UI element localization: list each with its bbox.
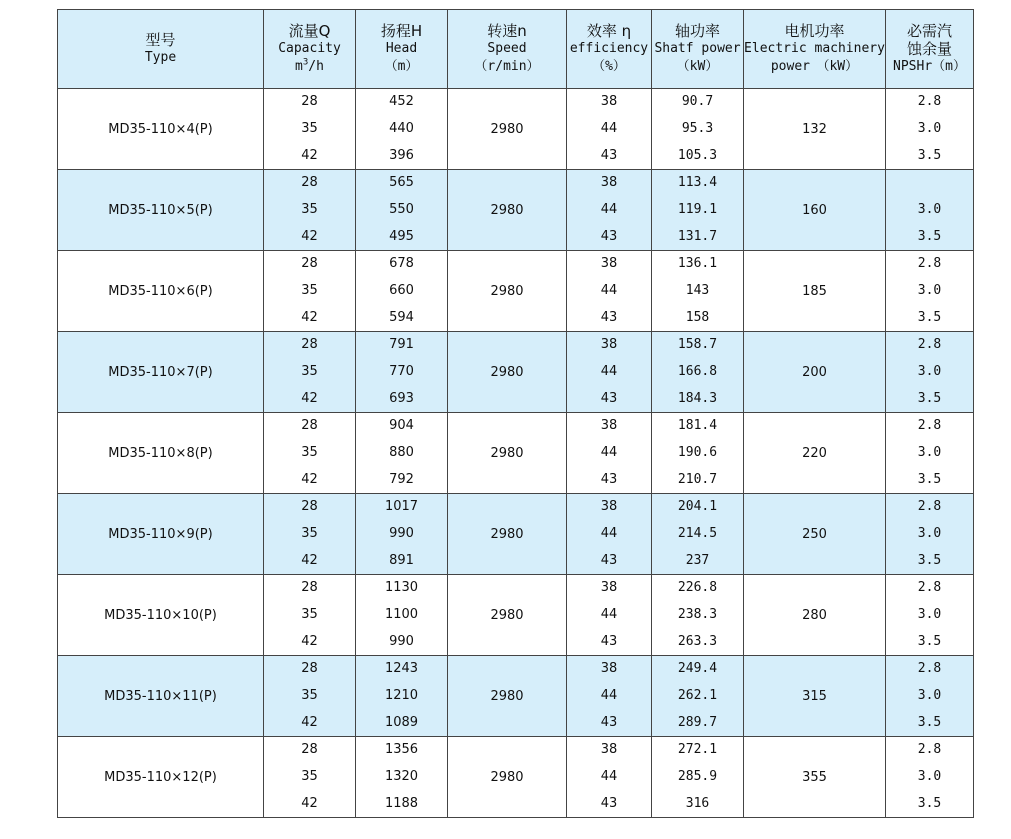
cell-motor-power: 132 xyxy=(744,89,886,170)
cell-type: MD35-110×6(P) xyxy=(58,251,264,332)
cell-value: 105.3 xyxy=(677,148,718,163)
cell-type: MD35-110×11(P) xyxy=(58,656,264,737)
cell-value: 42 xyxy=(301,796,318,811)
cell-value: 452 xyxy=(389,94,414,109)
cell-value: 3.0 xyxy=(917,202,942,217)
cell-npsh xyxy=(886,737,974,818)
cell-motor-power: 250 xyxy=(744,494,886,575)
header-head: 扬程H Head （m） xyxy=(356,10,448,89)
cell-npsh xyxy=(886,251,974,332)
cell-value: 38 xyxy=(600,418,618,433)
header-npsh: 必需汽 蚀余量 NPSHr（m） xyxy=(886,10,974,89)
cell-value: 35 xyxy=(301,769,318,784)
cell-speed: 2980 xyxy=(448,89,567,170)
header-efficiency: 效率 η efficiency （%） xyxy=(567,10,652,89)
header-type: 型号 Type xyxy=(58,10,264,89)
cell-value: 42 xyxy=(301,391,318,406)
pump-spec-table xyxy=(57,9,974,818)
cell-type: MD35-110×8(P) xyxy=(58,413,264,494)
cell-value: 3.0 xyxy=(917,769,942,784)
cell-value: 249.4 xyxy=(677,661,718,676)
cell-value: 35 xyxy=(301,364,318,379)
cell-value: 2.8 xyxy=(917,742,942,757)
table-row xyxy=(58,251,974,332)
cell-value: 43 xyxy=(600,148,618,163)
cell-value: 3.0 xyxy=(917,607,942,622)
cell-value: 2.8 xyxy=(917,499,942,514)
cell-efficiency xyxy=(567,89,652,170)
cell-npsh xyxy=(886,413,974,494)
cell-value: 2.8 xyxy=(917,94,942,109)
table-row xyxy=(58,575,974,656)
cell-value: 119.1 xyxy=(677,202,718,217)
cell-value: 791 xyxy=(389,337,414,352)
cell-value: 3.5 xyxy=(917,472,942,487)
cell-value: 44 xyxy=(600,283,618,298)
cell-value: 35 xyxy=(301,688,318,703)
table-row xyxy=(58,170,974,251)
cell-efficiency xyxy=(567,656,652,737)
cell-value: 990 xyxy=(389,526,414,541)
cell-value xyxy=(886,172,973,194)
header-motor-power: 电机功率 Electric machinery power （kW） xyxy=(744,10,886,89)
cell-type: MD35-110×9(P) xyxy=(58,494,264,575)
cell-value: 28 xyxy=(301,661,318,676)
cell-value: 214.5 xyxy=(677,526,718,541)
cell-value: 1320 xyxy=(384,769,419,784)
cell-value: 396 xyxy=(389,148,414,163)
cell-value: 550 xyxy=(389,202,414,217)
cell-value: 38 xyxy=(600,499,618,514)
cell-value: 43 xyxy=(600,715,618,730)
cell-motor-power: 160 xyxy=(744,170,886,251)
cell-value: 44 xyxy=(600,607,618,622)
cell-value: 35 xyxy=(301,202,318,217)
cell-capacity xyxy=(264,413,356,494)
cell-efficiency xyxy=(567,737,652,818)
cell-value: 42 xyxy=(301,148,318,163)
cell-value: 3.5 xyxy=(917,553,942,568)
cell-type: MD35-110×10(P) xyxy=(58,575,264,656)
cell-value: 44 xyxy=(600,121,618,136)
cell-capacity xyxy=(264,656,356,737)
cell-value: 35 xyxy=(301,121,318,136)
cell-value: 42 xyxy=(301,715,318,730)
header-speed: 转速n Speed （r/min） xyxy=(448,10,567,89)
cell-efficiency xyxy=(567,332,652,413)
cell-value: 42 xyxy=(301,634,318,649)
cell-value: 43 xyxy=(600,472,618,487)
cell-value: 28 xyxy=(301,742,318,757)
cell-capacity xyxy=(264,737,356,818)
cell-value: 42 xyxy=(301,553,318,568)
cell-value: 285.9 xyxy=(677,769,718,784)
cell-head xyxy=(356,656,448,737)
table-row xyxy=(58,494,974,575)
cell-speed: 2980 xyxy=(448,575,567,656)
cell-value: 495 xyxy=(389,229,414,244)
cell-value: 181.4 xyxy=(677,418,718,433)
cell-value: 44 xyxy=(600,202,618,217)
cell-value: 2.8 xyxy=(917,661,942,676)
cell-motor-power: 200 xyxy=(744,332,886,413)
cell-shaft-power xyxy=(652,575,744,656)
cell-value: 263.3 xyxy=(677,634,718,649)
cell-type: MD35-110×5(P) xyxy=(58,170,264,251)
cell-value: 44 xyxy=(600,688,618,703)
cell-value: 880 xyxy=(389,445,414,460)
cell-value: 35 xyxy=(301,283,318,298)
cell-value: 2.8 xyxy=(917,256,942,271)
cell-value: 44 xyxy=(600,526,618,541)
cell-speed: 2980 xyxy=(448,332,567,413)
cell-value: 38 xyxy=(600,580,618,595)
table-row xyxy=(58,413,974,494)
cell-shaft-power xyxy=(652,251,744,332)
cell-value: 226.8 xyxy=(677,580,718,595)
cell-value: 238.3 xyxy=(677,607,718,622)
cell-value: 2.8 xyxy=(917,418,942,433)
cell-speed: 2980 xyxy=(448,413,567,494)
cell-value: 316 xyxy=(685,796,710,811)
cell-shaft-power xyxy=(652,170,744,251)
cell-value: 35 xyxy=(301,526,318,541)
cell-value: 38 xyxy=(600,661,618,676)
cell-value: 3.5 xyxy=(917,229,942,244)
cell-shaft-power xyxy=(652,89,744,170)
cell-capacity xyxy=(264,251,356,332)
cell-npsh xyxy=(886,89,974,170)
cell-value: 184.3 xyxy=(677,391,718,406)
cell-value: 904 xyxy=(389,418,414,433)
cell-value: 3.5 xyxy=(917,796,942,811)
cell-efficiency xyxy=(567,251,652,332)
cell-capacity xyxy=(264,170,356,251)
cell-value: 990 xyxy=(389,634,414,649)
cell-value: 3.0 xyxy=(917,688,942,703)
cell-value: 143 xyxy=(685,283,710,298)
cell-value: 158.7 xyxy=(677,337,718,352)
cell-value: 3.0 xyxy=(917,283,942,298)
cell-value: 3.5 xyxy=(917,148,942,163)
cell-shaft-power xyxy=(652,494,744,575)
cell-value: 693 xyxy=(389,391,414,406)
cell-value: 237 xyxy=(685,553,710,568)
cell-value: 190.6 xyxy=(677,445,718,460)
cell-motor-power: 185 xyxy=(744,251,886,332)
cell-efficiency xyxy=(567,494,652,575)
cell-value: 3.5 xyxy=(917,310,942,325)
cell-value: 204.1 xyxy=(677,499,718,514)
cell-value: 1100 xyxy=(384,607,419,622)
table-row xyxy=(58,656,974,737)
cell-head xyxy=(356,737,448,818)
cell-motor-power: 280 xyxy=(744,575,886,656)
cell-value: 678 xyxy=(389,256,414,271)
cell-head xyxy=(356,251,448,332)
cell-value: 28 xyxy=(301,94,318,109)
table-row xyxy=(58,737,974,818)
cell-capacity xyxy=(264,89,356,170)
cell-value: 28 xyxy=(301,499,318,514)
cell-value: 3.0 xyxy=(917,445,942,460)
cell-value: 43 xyxy=(600,796,618,811)
cell-value: 43 xyxy=(600,391,618,406)
cell-value: 38 xyxy=(600,256,618,271)
cell-value: 90.7 xyxy=(681,94,714,109)
cell-npsh xyxy=(886,170,974,251)
cell-type: MD35-110×4(P) xyxy=(58,89,264,170)
cell-value: 28 xyxy=(301,256,318,271)
cell-efficiency xyxy=(567,413,652,494)
cell-value: 770 xyxy=(389,364,414,379)
cell-value: 43 xyxy=(600,229,618,244)
cell-head xyxy=(356,575,448,656)
cell-motor-power: 355 xyxy=(744,737,886,818)
cell-value: 440 xyxy=(389,121,414,136)
cell-head xyxy=(356,89,448,170)
cell-value: 3.5 xyxy=(917,634,942,649)
cell-motor-power: 315 xyxy=(744,656,886,737)
table-row xyxy=(58,89,974,170)
cell-value: 42 xyxy=(301,472,318,487)
cell-value: 44 xyxy=(600,769,618,784)
cell-shaft-power xyxy=(652,413,744,494)
cell-speed: 2980 xyxy=(448,170,567,251)
cell-efficiency xyxy=(567,170,652,251)
cell-value: 42 xyxy=(301,229,318,244)
cell-value: 1356 xyxy=(384,742,419,757)
cell-npsh xyxy=(886,332,974,413)
cell-value: 136.1 xyxy=(677,256,718,271)
cell-value: 95.3 xyxy=(681,121,714,136)
cell-value: 43 xyxy=(600,310,618,325)
cell-head xyxy=(356,332,448,413)
cell-type: MD35-110×7(P) xyxy=(58,332,264,413)
cell-efficiency xyxy=(567,575,652,656)
cell-value: 158 xyxy=(685,310,710,325)
cell-value: 3.0 xyxy=(917,526,942,541)
cell-value: 28 xyxy=(301,337,318,352)
cell-value: 792 xyxy=(389,472,414,487)
cell-value: 28 xyxy=(301,175,318,190)
cell-value: 1188 xyxy=(384,796,419,811)
header-capacity: 流量Q Capacity $m^3/h$ xyxy=(264,10,356,89)
cell-shaft-power xyxy=(652,737,744,818)
cell-value: 3.0 xyxy=(917,364,942,379)
cell-value: 262.1 xyxy=(677,688,718,703)
cell-head xyxy=(356,494,448,575)
cell-value: 35 xyxy=(301,445,318,460)
cell-value: 43 xyxy=(600,553,618,568)
cell-value: 1243 xyxy=(384,661,419,676)
cell-value: 272.1 xyxy=(677,742,718,757)
cell-capacity xyxy=(264,575,356,656)
cell-value: 38 xyxy=(600,175,618,190)
cell-value: 38 xyxy=(600,742,618,757)
cell-value: 28 xyxy=(301,580,318,595)
cell-value: 3.0 xyxy=(917,121,942,136)
cell-capacity xyxy=(264,494,356,575)
table-row xyxy=(58,332,974,413)
cell-shaft-power xyxy=(652,656,744,737)
cell-value: 113.4 xyxy=(677,175,718,190)
cell-value: 1210 xyxy=(384,688,419,703)
cell-value: 2.8 xyxy=(917,580,942,595)
cell-value: 35 xyxy=(301,607,318,622)
cell-value: 289.7 xyxy=(677,715,718,730)
cell-speed: 2980 xyxy=(448,737,567,818)
cell-value: 28 xyxy=(301,418,318,433)
cell-npsh xyxy=(886,575,974,656)
cell-value: 3.5 xyxy=(917,715,942,730)
cell-shaft-power xyxy=(652,332,744,413)
header-row xyxy=(58,10,974,89)
cell-npsh xyxy=(886,494,974,575)
cell-value: 1130 xyxy=(384,580,419,595)
cell-value: 210.7 xyxy=(677,472,718,487)
cell-value: 166.8 xyxy=(677,364,718,379)
cell-value: 44 xyxy=(600,364,618,379)
cell-value: 44 xyxy=(600,445,618,460)
cell-value: 1089 xyxy=(384,715,419,730)
cell-value: 42 xyxy=(301,310,318,325)
cell-motor-power: 220 xyxy=(744,413,886,494)
cell-value: 43 xyxy=(600,634,618,649)
cell-value: 2.8 xyxy=(917,337,942,352)
cell-value: 3.5 xyxy=(917,391,942,406)
cell-head xyxy=(356,413,448,494)
cell-npsh xyxy=(886,656,974,737)
header-shaft-power: 轴功率 Shatf power （kW） xyxy=(652,10,744,89)
cell-value: 1017 xyxy=(384,499,419,514)
cell-head xyxy=(356,170,448,251)
cell-value: 38 xyxy=(600,337,618,352)
cell-capacity xyxy=(264,332,356,413)
cell-speed: 2980 xyxy=(448,494,567,575)
cell-value: 38 xyxy=(600,94,618,109)
cell-value: 660 xyxy=(389,283,414,298)
cell-speed: 2980 xyxy=(448,251,567,332)
cell-value: 594 xyxy=(389,310,414,325)
cell-value: 565 xyxy=(389,175,414,190)
cell-type: MD35-110×12(P) xyxy=(58,737,264,818)
cell-value: 131.7 xyxy=(677,229,718,244)
cell-value: 891 xyxy=(389,553,414,568)
cell-speed: 2980 xyxy=(448,656,567,737)
